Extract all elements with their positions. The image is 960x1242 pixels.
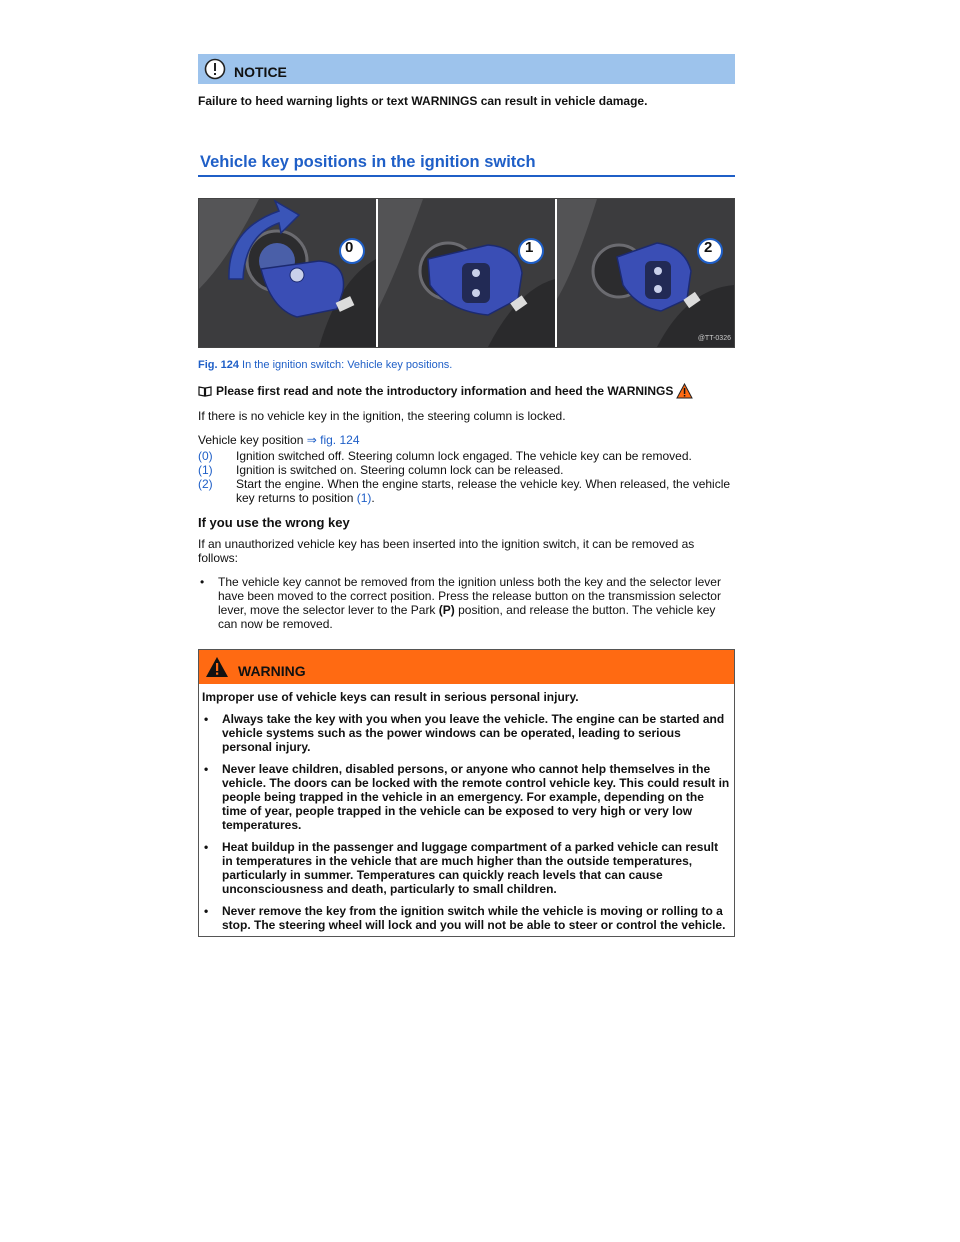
warning-label: WARNING bbox=[238, 662, 306, 679]
warning-bullet bbox=[202, 840, 730, 896]
warning-bullet bbox=[202, 762, 730, 832]
intro-text: Please first read and note the introductory information and heed the WARNINGS bbox=[216, 384, 674, 398]
figure-caption-number[interactable]: Fig. 124 bbox=[198, 359, 239, 371]
position-item-0 bbox=[198, 449, 735, 463]
warning-bullet-text: Never remove the key from the ignition switch while the vehicle is moving or rolling to a stop. The steering wheel will lock and you will not be able to steer or control the vehicle. bbox=[222, 904, 726, 932]
warning-triangle-icon bbox=[205, 656, 229, 678]
bullet-text-pre: The vehicle key cannot be removed from the ignition unless both the key and the selector lever have been moved to the correct position. Press the release button on the transmission selector lever, move the selector lever to the Park bbox=[218, 575, 721, 617]
position-num: (2) bbox=[198, 477, 213, 491]
warning-triangle-icon[interactable] bbox=[676, 383, 693, 399]
position-item-1 bbox=[198, 463, 735, 477]
warning-bullet bbox=[202, 904, 730, 932]
wrong-key-text: If an unauthorized vehicle key has been inserted into the ignition switch, it can be removed as follows: bbox=[198, 537, 695, 565]
figure-caption-text: In the ignition switch: Vehicle key positions. bbox=[238, 359, 453, 371]
bullet-text-post: position, and release the button. The vehicle key can now be removed. bbox=[218, 603, 716, 631]
no-key-text: If there is no vehicle key in the ignition, the steering column is locked. bbox=[198, 409, 566, 423]
notice-bar bbox=[198, 54, 735, 84]
warning-lead: Improper use of vehicle keys can result in serious personal injury. bbox=[202, 690, 579, 704]
notice-text: Failure to heed warning lights or text WARNINGS can result in vehicle damage. bbox=[198, 94, 648, 108]
bullet-dot: • bbox=[204, 762, 209, 776]
warning-box bbox=[198, 649, 735, 937]
bullet-dot: • bbox=[200, 575, 205, 589]
position-num: (0) bbox=[198, 449, 213, 463]
position-item-2 bbox=[198, 477, 735, 505]
manual-page bbox=[198, 54, 735, 937]
fig-ref-link[interactable]: ⇒ fig. 124 bbox=[306, 433, 360, 447]
bullet-dot: • bbox=[204, 840, 209, 854]
warning-bullet-text: Always take the key with you when you leave the vehicle. The engine can be started and vehicle systems such as the power windows can be operated, leading to serious personal injury. bbox=[222, 712, 725, 754]
figure-key-positions bbox=[198, 198, 735, 348]
figure-caption bbox=[198, 358, 735, 372]
wrong-key-bullet-text bbox=[218, 575, 735, 631]
section-title: Vehicle key positions in the ignition switch bbox=[198, 152, 735, 177]
position-text-end: . bbox=[371, 491, 375, 505]
panel-label-1: 1 bbox=[525, 239, 534, 256]
position-text: Ignition switched off. Steering column lock engaged. The vehicle key can be removed. bbox=[236, 449, 692, 463]
position-text-wrap bbox=[236, 477, 735, 505]
warning-body bbox=[199, 684, 734, 936]
intro-line bbox=[198, 383, 735, 399]
wrong-key-heading: If you use the wrong key bbox=[198, 515, 350, 530]
positions-lead bbox=[198, 433, 735, 447]
warning-bullet-text: Heat buildup in the passenger and luggage compartment of a parked vehicle can result in temperatures in the vehicle that are much higher than the outside temperatures, particularly in summer. Temperatures can quickly reach levels that can cause unconsciousness and death, particularly to small children. bbox=[222, 840, 719, 896]
book-icon bbox=[198, 386, 212, 397]
positions-lead-text: Vehicle key position bbox=[198, 433, 307, 447]
exclamation-circle-icon bbox=[204, 58, 226, 80]
notice-label: NOTICE bbox=[234, 64, 287, 80]
wrong-key-bullet bbox=[198, 575, 735, 631]
panel-label-0: 0 bbox=[345, 239, 354, 256]
bullet-dot: • bbox=[204, 904, 209, 918]
warning-bullet bbox=[202, 712, 730, 754]
position-ref-link[interactable]: (1) bbox=[356, 491, 372, 505]
figure-panel-0 bbox=[199, 199, 376, 347]
warning-bullet-text: Never leave children, disabled persons, or anyone who cannot help themselves in the vehicle. The doors can be locked with the remote control vehicle key. This could result in people being trapped in the vehicle in an emergency. For example, depending on the time of year, people trapped in the vehicle can be exposed to very high or very low temperatures. bbox=[222, 762, 730, 832]
park-position: (P) bbox=[438, 603, 455, 617]
warning-bar bbox=[199, 650, 734, 684]
figure-panel-1 bbox=[378, 199, 555, 347]
figure-code: @TT-0326 bbox=[697, 335, 731, 342]
positions-list bbox=[198, 449, 735, 505]
panel-label-2: 2 bbox=[704, 239, 713, 256]
figure-panel-2 bbox=[557, 199, 734, 347]
position-text: Start the engine. When the engine starts, release the vehicle key. When released, the vehicle key returns to position bbox=[236, 477, 731, 505]
position-num: (1) bbox=[198, 463, 213, 477]
bullet-dot: • bbox=[204, 712, 209, 726]
position-text: Ignition is switched on. Steering column lock can be released. bbox=[236, 463, 564, 477]
